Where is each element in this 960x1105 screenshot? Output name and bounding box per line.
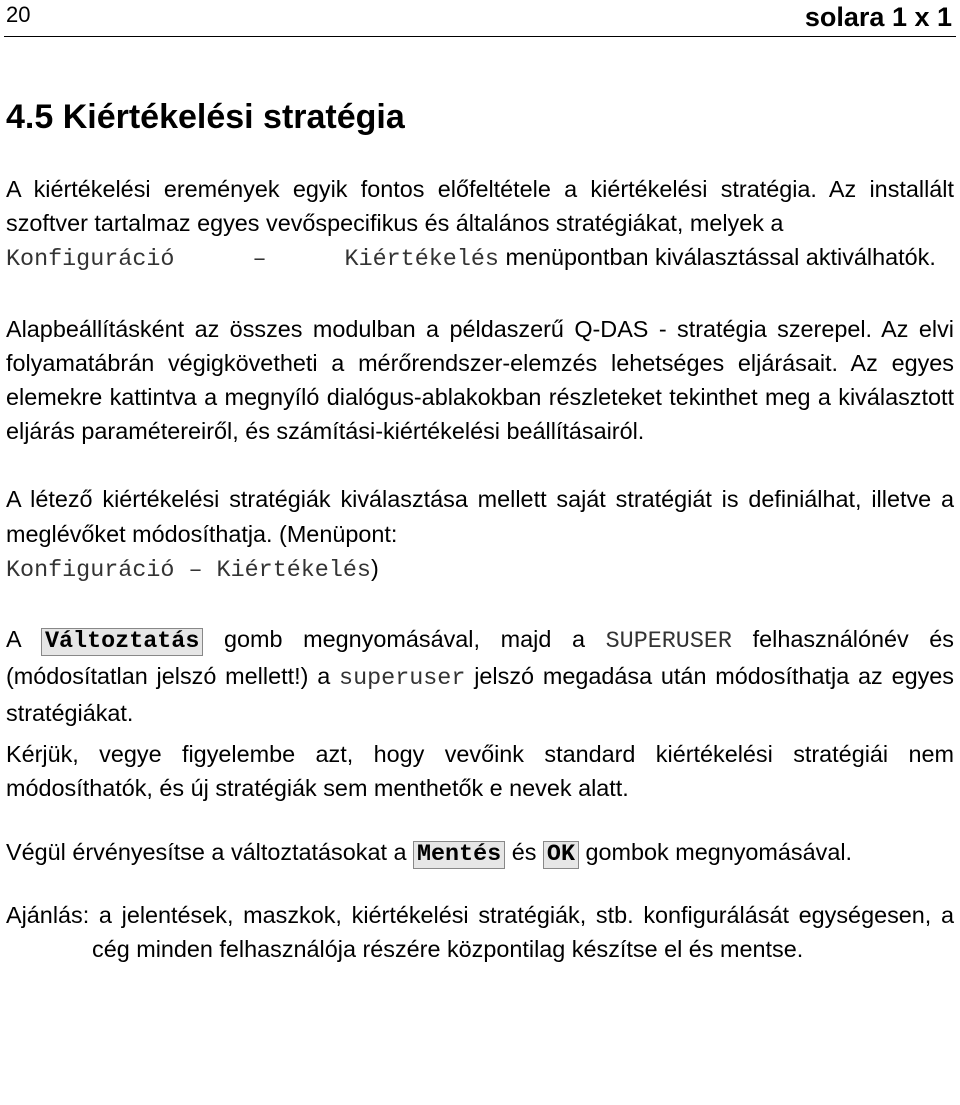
header-divider [4, 36, 956, 37]
save-button[interactable]: Mentés [413, 841, 505, 869]
recommendation-note [6, 898, 954, 966]
paragraph-intro-text-end: menüpontban kiválasztással aktiválhatók. [498, 244, 936, 271]
menu-path-configuration-evaluation-2: Konfiguráció – Kiértékelés [6, 557, 371, 584]
superuser-username: SUPERUSER [605, 629, 732, 656]
menu-path-configuration-evaluation: Konfiguráció – Kiértékelés [6, 247, 499, 274]
section-heading: 4.5 Kiértékelési stratégia [6, 98, 405, 136]
recommendation-label: Ajánlás: [6, 902, 90, 929]
page-header [0, 0, 960, 38]
paragraph-modify-strategy: A Változtatás gomb megnyomásával, majd a SUPERUSER felhasználónév és (módosítatlan jelszó mellett!) a superuser jelszó megadása után módosíthatja az egyes stratégiákat. [6, 626, 955, 727]
page-number: 20 [6, 2, 31, 27]
paragraph-custom-strategy [6, 482, 954, 588]
paragraph-default-strategy: Alapbeállításként az összes modulban a példaszerű Q-DAS - stratégia szerepel. Az elvi folyamatábrán végigkövetheti a mérőrendszer-elemzés lehetséges eljárásait. Az egyes elemekre kattintva a megnyíló dialógus-ablakokban részleteket tekinthet meg a kiválasztott eljárás paramétereiről, és számítási-kiértékelési beállításairól. [6, 315, 954, 445]
paragraph-intro-text: A kiértékelési eremények egyik fontos előfeltétele a kiértékelési stratégia. Az installált szoftver tartalmaz egyes vevőspecifikus és általános stratégiákat, melyek a [6, 176, 954, 237]
ok-button[interactable]: OK [543, 841, 579, 869]
superuser-password: superuser [339, 666, 466, 693]
paragraph-custom-strategy-text: A létező kiértékelési stratégiák kiválasztása mellett saját stratégiát is definiálhat, illetve a meglévőket módosíthatja. (Menüpont: [6, 486, 954, 547]
paragraph-standard-strategies-note: Kérjük, vegye figyelembe azt, hogy vevőink standard kiértékelési stratégiái nem módosíthatók, és új stratégiák sem menthetők e nevek alatt. [6, 740, 954, 801]
closing-parenthesis: ) [370, 554, 379, 581]
change-button[interactable]: Változtatás [41, 628, 203, 656]
document-body [6, 172, 954, 967]
running-title: solara 1 x 1 [804, 2, 952, 32]
paragraph-intro [6, 172, 954, 278]
paragraph-save-changes: Végül érvényesítse a változtatásokat a Mentés és OK gombok megnyomásával. [6, 839, 853, 869]
recommendation-text: a jelentések, maszkok, kiértékelési stratégiák, stb. konfigurálását egységesen, a cég minden felhasználója részére központilag készítse el és mentse. [92, 902, 955, 963]
